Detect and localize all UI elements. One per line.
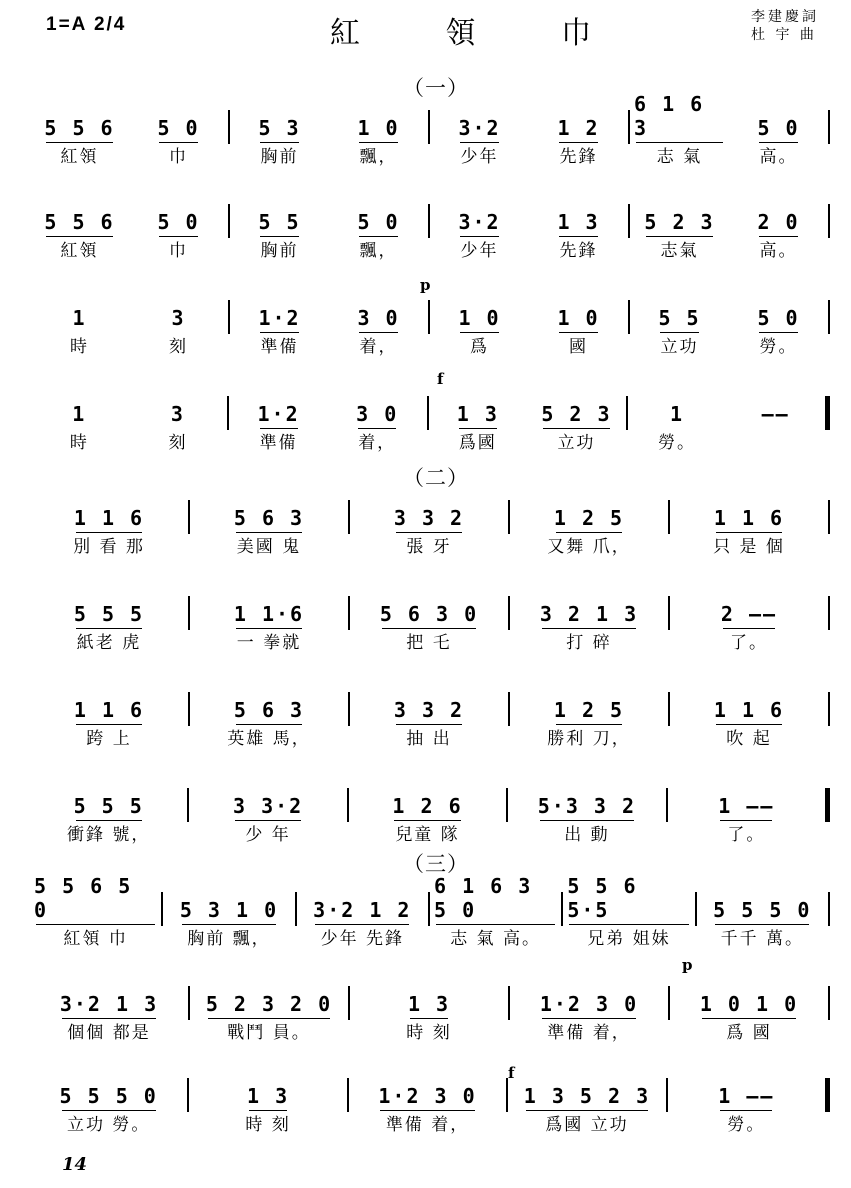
note-group: 1 1 6: [714, 506, 784, 530]
lyric-text: 準備: [259, 432, 298, 453]
lyric-row: [30, 722, 830, 750]
note-group: 1 0: [557, 306, 599, 330]
lyric-text: 準備 着，: [385, 1114, 470, 1135]
note-group: 1·2: [258, 402, 300, 426]
lyric-text: 美國 鬼: [236, 536, 302, 557]
score-line: [30, 980, 830, 1044]
note-group: 5 3 1 0: [180, 898, 278, 922]
note-group: 5 5 5: [74, 602, 144, 626]
note-group: 3 3 2: [394, 506, 464, 530]
note-group: 1: [72, 402, 87, 426]
note-group: 1: [670, 402, 685, 426]
note-group: 3: [171, 306, 186, 330]
bar-line: [828, 110, 830, 144]
note-group: 1 3 5 2 3: [524, 1084, 650, 1108]
lyric-text: 又舞 爪，: [547, 536, 631, 557]
notation-row: [30, 590, 830, 626]
bar-line: [825, 788, 830, 822]
note-group: 1 0: [357, 116, 399, 140]
lyric-text: 胸前: [260, 240, 299, 261]
bar-line: [825, 1078, 830, 1112]
note-group: 5 5 5 0: [713, 898, 811, 922]
lyric-text: 高。: [759, 146, 798, 167]
lyric-text: 爲國: [458, 432, 497, 453]
note-group: 5 5 6 5·5: [567, 874, 690, 922]
score-line: [30, 782, 830, 846]
section-label-2: （二）: [403, 466, 469, 490]
notation-row: [30, 874, 830, 922]
note-group: 3: [170, 402, 185, 426]
notation-row: [30, 494, 830, 530]
lyricist-credit: 李建慶詞: [751, 9, 819, 25]
note-group: 5 0: [157, 116, 199, 140]
note-group: 6 1 6 3: [634, 92, 725, 140]
lyric-text: 出 動: [564, 824, 610, 845]
note-group: 3·2: [458, 210, 500, 234]
note-group: 3 3 2: [394, 698, 464, 722]
bar-line: [828, 892, 830, 926]
song-title: 紅 領 巾: [330, 16, 630, 51]
note-group: 1 3: [557, 210, 599, 234]
lyric-text: 紅領: [60, 240, 99, 261]
lyric-text: 時: [70, 336, 89, 357]
note-group: 1 0: [458, 306, 500, 330]
note-group: 1 2: [557, 116, 599, 140]
bar-line: [828, 986, 830, 1020]
notation-row: [30, 686, 830, 722]
lyric-text: 跨 上: [86, 728, 132, 749]
note-group: 5 0: [157, 210, 199, 234]
note-group: 1·2: [258, 306, 300, 330]
note-group: 2 ——: [721, 602, 777, 626]
note-group: 5 2 3: [541, 402, 611, 426]
lyric-row: [30, 922, 830, 950]
lyric-text: 把 乇: [406, 632, 452, 653]
notation-row: [30, 294, 830, 330]
notation-row: [30, 980, 830, 1016]
notation-row: [30, 1072, 830, 1108]
lyric-text: 飄，: [359, 146, 398, 167]
bar-line: [828, 204, 830, 238]
note-group: 5·3 3 2: [538, 794, 636, 818]
note-group: 5 2 3: [644, 210, 714, 234]
credits: [751, 8, 819, 44]
note-group: 5 5: [258, 210, 300, 234]
lyric-text: 刻: [168, 432, 188, 453]
lyric-text: 着，: [358, 432, 397, 453]
note-group: 5 2 3 2 0: [206, 992, 332, 1016]
score-line: [30, 874, 830, 950]
lyric-text: 勞。: [658, 432, 697, 453]
notation-row: [30, 92, 830, 140]
lyric-text: 志氣: [660, 240, 699, 261]
note-group: 1 ——: [718, 794, 774, 818]
note-group: 3 2 1 3: [540, 602, 638, 626]
lyric-text: 國: [569, 336, 588, 357]
dynamic-mark: p: [682, 956, 693, 974]
note-group: 1 2 5: [554, 698, 624, 722]
lyric-text: 巾: [169, 146, 188, 167]
note-group: 3 3·2: [233, 794, 303, 818]
note-group: 1·2 3 0: [378, 1084, 476, 1108]
lyric-text: 準備: [260, 336, 299, 357]
note-group: 5 0: [757, 306, 799, 330]
lyric-text: 了。: [730, 632, 768, 653]
lyric-text: 爲國 立功: [545, 1114, 629, 1135]
note-group: 3·2: [458, 116, 500, 140]
lyric-text: 爲 國: [726, 1022, 772, 1043]
lyric-text: 高。: [759, 240, 798, 261]
note-group: 5 5 6: [44, 116, 114, 140]
lyric-text: 立功: [557, 432, 596, 453]
lyric-text: 少年 先鋒: [320, 928, 405, 949]
note-group: 5 5 5 0: [60, 1084, 158, 1108]
score-line: [30, 686, 830, 750]
lyric-text: 爲: [470, 336, 489, 357]
dynamic-mark: p: [420, 276, 431, 294]
note-group: ——: [761, 402, 790, 426]
lyric-text: 吹 起: [726, 728, 772, 749]
lyric-text: 紅領 巾: [63, 928, 128, 949]
note-group: 1 3: [247, 1084, 289, 1108]
lyric-text: 立功 勞。: [67, 1114, 151, 1135]
lyric-text: 一 拳就: [236, 632, 302, 653]
note-group: 1 ——: [718, 1084, 774, 1108]
note-group: 3·2 1 3: [60, 992, 158, 1016]
lyric-text: 準備 着，: [547, 1022, 631, 1043]
notation-row: [30, 198, 830, 234]
note-group: 1 0 1 0: [700, 992, 798, 1016]
note-group: 5 5 6 5 0: [34, 874, 157, 922]
note-group: 1 3: [457, 402, 499, 426]
score-line: [30, 198, 830, 262]
lyric-row: [30, 530, 830, 558]
score-line: [30, 494, 830, 558]
lyric-text: 少年: [460, 240, 499, 261]
note-group: 3·2 1 2: [313, 898, 411, 922]
lyric-text: 先鋒: [559, 146, 598, 167]
note-group: 1 3: [408, 992, 450, 1016]
lyric-text: 少年: [460, 146, 499, 167]
lyric-row: [30, 1016, 830, 1044]
score-line: [30, 390, 830, 454]
lyric-text: 胸前: [260, 146, 299, 167]
bar-line: [825, 396, 830, 430]
note-group: 1 1 6: [714, 698, 784, 722]
lyric-text: 志 氣 高。: [450, 928, 542, 949]
lyric-text: 勞。: [759, 336, 798, 357]
composer-credit: 杜 宇 曲: [751, 27, 817, 43]
lyric-text: 張 牙: [406, 536, 452, 557]
note-group: 5 0: [357, 210, 399, 234]
lyric-row: [30, 330, 830, 358]
lyric-text: 兒童 隊: [395, 824, 460, 845]
lyric-text: 時 刻: [245, 1114, 291, 1135]
note-group: 1·2 3 0: [540, 992, 638, 1016]
lyric-text: 抽 出: [406, 728, 452, 749]
lyric-text: 兄弟 姐妹: [587, 928, 671, 949]
note-group: 5 5 6: [44, 210, 114, 234]
note-group: 6 1 6 3 5 0: [434, 874, 557, 922]
lyric-text: 胸前 飄，: [187, 928, 271, 949]
lyric-text: 立功: [660, 336, 699, 357]
note-group: 5 5: [658, 306, 700, 330]
bar-line: [828, 300, 830, 334]
note-group: 3 0: [356, 402, 398, 426]
score-line: [30, 1072, 830, 1136]
note-group: 5 0: [757, 116, 799, 140]
notation-row: [30, 782, 830, 818]
bar-line: [828, 692, 830, 726]
note-group: 1: [72, 306, 87, 330]
lyric-row: [30, 1108, 830, 1136]
lyric-text: 千千 萬。: [720, 928, 804, 949]
lyric-text: 紙老 虎: [76, 632, 142, 653]
score-line: [30, 590, 830, 654]
lyric-text: 打 碎: [566, 632, 612, 653]
lyric-text: 別 看 那: [73, 536, 145, 557]
lyric-text: 英雄 馬，: [227, 728, 311, 749]
lyric-row: [30, 140, 830, 168]
lyric-text: 志 氣: [656, 146, 703, 167]
lyric-text: 勝利 刀，: [547, 728, 631, 749]
lyric-row: [30, 626, 830, 654]
lyric-text: 個個 都是: [67, 1022, 151, 1043]
lyric-text: 少 年: [245, 824, 291, 845]
note-group: 5 6 3: [234, 698, 304, 722]
section-label-3: （三）: [403, 852, 469, 876]
bar-line: [828, 596, 830, 630]
dynamic-mark: f: [437, 370, 444, 388]
lyric-row: [30, 818, 830, 846]
note-group: 5 3: [258, 116, 300, 140]
lyric-text: 着，: [359, 336, 398, 357]
bar-line: [828, 500, 830, 534]
lyric-text: 紅領: [60, 146, 99, 167]
notation-row: [30, 390, 830, 426]
note-group: 1 1·6: [234, 602, 304, 626]
lyric-text: 勞。: [727, 1114, 766, 1135]
lyric-text: 戰鬥 員。: [227, 1022, 311, 1043]
section-label-1: （一）: [403, 76, 469, 100]
score-line: [30, 92, 830, 168]
lyric-text: 刻: [169, 336, 188, 357]
key-signature: 1=A 2/4: [46, 14, 127, 35]
lyric-row: [30, 234, 830, 262]
lyric-text: 衝鋒 號，: [67, 824, 151, 845]
note-group: 2 0: [757, 210, 799, 234]
score-line: [30, 294, 830, 358]
note-group: 1 2 6: [392, 794, 462, 818]
lyric-text: 只 是 個: [713, 536, 785, 557]
note-group: 1 1 6: [74, 698, 144, 722]
lyric-text: 飄，: [359, 240, 398, 261]
note-group: 5 6 3 0: [380, 602, 478, 626]
note-group: 5 6 3: [234, 506, 304, 530]
dynamic-mark: f: [508, 1064, 515, 1082]
note-group: 5 5 5: [74, 794, 144, 818]
lyric-row: [30, 426, 830, 454]
lyric-text: 先鋒: [559, 240, 598, 261]
lyric-text: 時 刻: [406, 1022, 452, 1043]
note-group: 1 1 6: [74, 506, 144, 530]
page-number: 14: [62, 1154, 88, 1175]
note-group: 1 2 5: [554, 506, 624, 530]
note-group: 3 0: [357, 306, 399, 330]
lyric-text: 巾: [169, 240, 188, 261]
lyric-text: 了。: [727, 824, 766, 845]
lyric-text: 時: [69, 432, 89, 453]
